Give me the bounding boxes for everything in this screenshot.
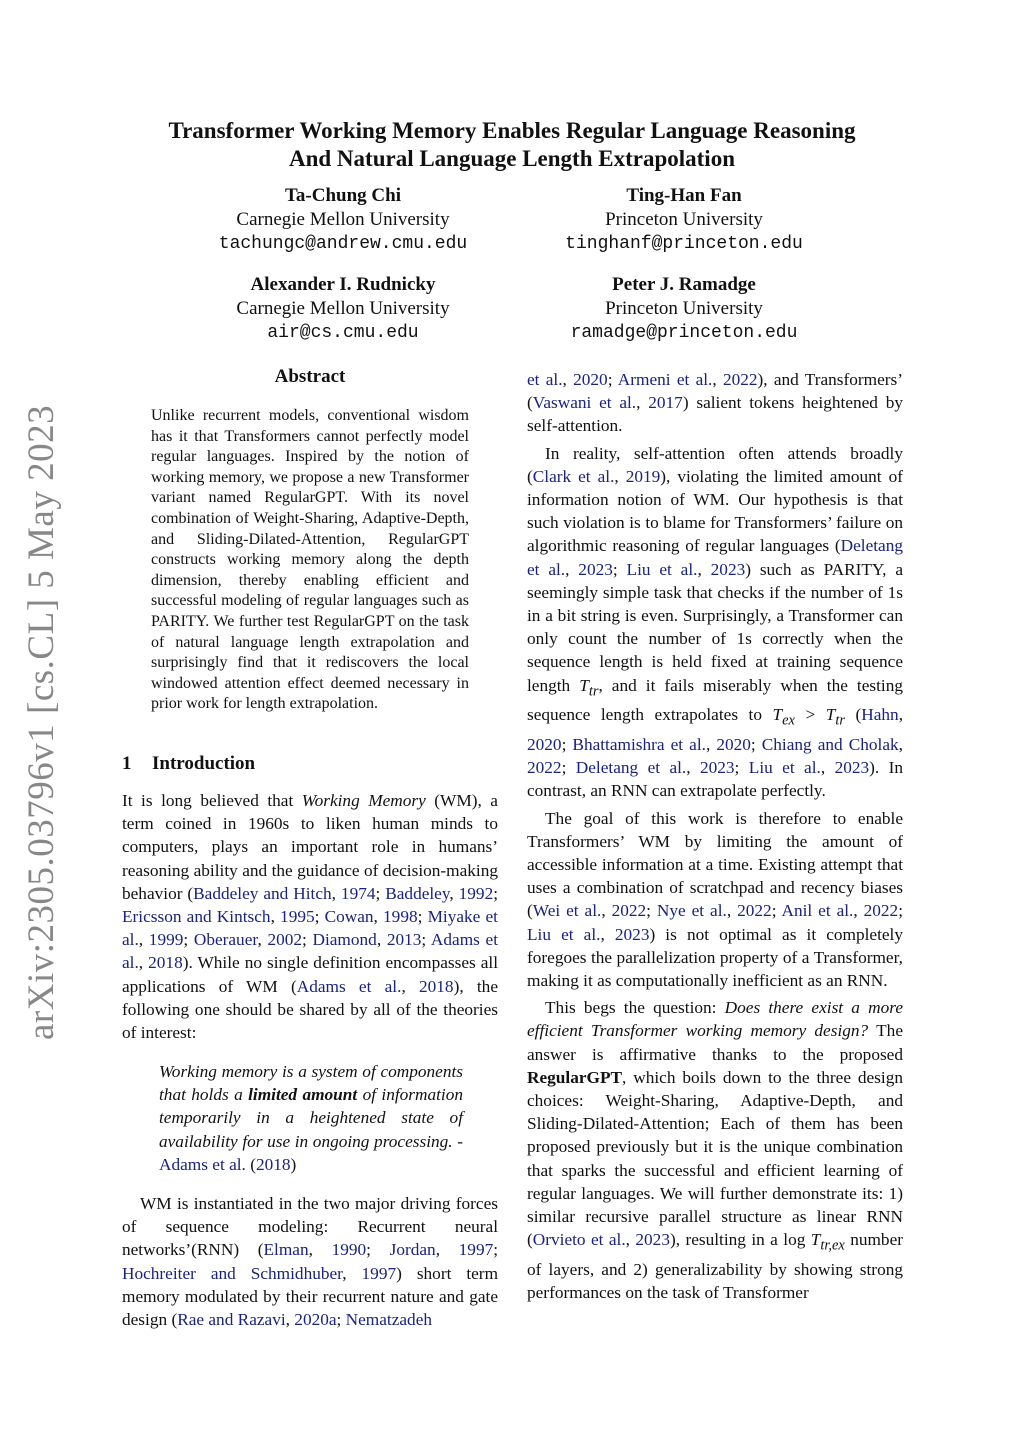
citation-link[interactable]: Elman — [263, 1240, 309, 1260]
paragraph — [122, 789, 498, 1044]
citation-link[interactable]: 1997 — [361, 1263, 397, 1283]
section-number: 1 — [122, 753, 132, 774]
bold-text: limited amount — [248, 1085, 358, 1105]
citation-link[interactable]: 2023 — [834, 758, 870, 778]
paragraph — [527, 996, 903, 1304]
citation-link[interactable]: 2020 — [716, 734, 751, 754]
text-run: ), resulting in a — [669, 1230, 784, 1250]
author-block-3 — [200, 273, 486, 345]
text-run: number of layers, and 2) generalizability by showing strong performances on the task of Transformer — [527, 1230, 903, 1303]
text-run: , — [308, 1240, 332, 1260]
citation-link[interactable]: Clark et al. — [532, 466, 615, 486]
text-run: , — [820, 758, 835, 778]
author-affiliation: Carnegie Mellon University — [236, 298, 450, 319]
citation-link[interactable]: Baddeley — [385, 883, 450, 903]
citation-link[interactable]: Anil et al. — [781, 901, 854, 921]
author-name: Alexander I. Rudnicky — [250, 274, 436, 295]
text-run: of information temporarily in a heightened state of availability for use in ongoing processing. — [159, 1085, 464, 1151]
text-run: , — [270, 907, 281, 927]
citation-link[interactable]: 1990 — [331, 1240, 367, 1260]
text-run: , — [565, 559, 579, 579]
text-run: , which boils down to the three design choices: Weight-Sharing, Adaptive-Depth, and Sliding-Dilated-Attention; Each of them has been proposed previously but it is the unique combination that sparks the successful and efficient learning of regular languages. We will further demonstrate its: 1) similar recursive parallel structure as linear RNN ( — [527, 1067, 903, 1250]
text-run: It is long believed that — [122, 791, 302, 810]
citation-link[interactable]: 1992 — [458, 883, 494, 903]
arxiv-identifier: arXiv:2305.03796v1 [cs.CL] 5 May 2023 — [21, 404, 62, 1040]
citation-link[interactable]: 1998 — [383, 907, 418, 927]
citation-link[interactable]: 2022 — [863, 901, 899, 921]
author-name: Ta-Chung Chi — [285, 185, 401, 206]
citation-link[interactable]: Deletang et al. — [575, 758, 687, 778]
text-run: , — [562, 370, 574, 389]
text-run: This begs the question: — [545, 998, 725, 1018]
citation-link[interactable]: Nye et al. — [656, 901, 727, 921]
citation-link[interactable]: 2022 — [737, 901, 772, 921]
text-run: ; — [607, 370, 618, 389]
text-run: , — [726, 901, 738, 921]
citation-link[interactable]: Liu et al. — [748, 758, 821, 778]
text-run: , — [138, 953, 149, 973]
math-symbol: T — [579, 675, 589, 695]
citation-link[interactable]: Baddeley and Hitch — [193, 883, 332, 903]
text-run: ; — [493, 1240, 499, 1260]
text-run: ; — [183, 930, 194, 950]
citation-link[interactable]: Adams et al. — [296, 976, 402, 996]
citation-link[interactable]: 2022 — [527, 758, 562, 778]
citation-link[interactable]: 2018 — [148, 953, 183, 973]
text-run: ) — [290, 1154, 297, 1174]
left-column-paragraph-1 — [122, 789, 498, 1044]
text-run: Working memory is a system of components that holds a — [159, 1062, 463, 1105]
text-run: , — [138, 930, 149, 950]
citation-link[interactable]: 2023 — [699, 758, 735, 778]
citation-link[interactable]: 2023 — [635, 1230, 670, 1250]
abstract-heading: Abstract — [274, 366, 346, 387]
text-run: ; — [336, 1310, 346, 1330]
text-run: ; — [375, 883, 386, 903]
citation-link[interactable]: 2023 — [614, 924, 650, 944]
math-symbol: T — [810, 1230, 821, 1250]
author-email: tinghanf@princeton.edu — [565, 234, 803, 254]
citation-link[interactable]: Liu et al. — [626, 559, 698, 579]
text-run: , — [898, 734, 903, 754]
math-operator: > — [794, 705, 826, 725]
author-block-4 — [540, 273, 828, 345]
author-affiliation: Carnegie Mellon University — [236, 209, 450, 230]
text-run: ). In contrast, an RNN can extrapolate perfectly. — [527, 758, 904, 801]
author-email: ramadge@princeton.edu — [570, 323, 798, 343]
text-run: , and it fails miserably when the testing sequence length extrapolates to — [527, 675, 904, 725]
text-run: ). While no single definition encompasses all applications of WM ( — [122, 953, 499, 996]
text-run: ; — [646, 901, 657, 921]
author-affiliation: Princeton University — [605, 298, 763, 319]
text-run: , — [705, 734, 717, 754]
author-email: air@cs.cmu.edu — [267, 323, 419, 343]
left-column-paragraph-2 — [122, 1192, 498, 1331]
text-run: , — [401, 976, 419, 996]
text-run: , — [636, 393, 649, 413]
text-run: , — [686, 758, 700, 778]
text-run: , — [342, 1263, 362, 1283]
emphasis-text: Does there exist a more efficient Transformer working memory design? — [527, 998, 903, 1041]
math-symbol: T — [772, 705, 783, 725]
text-run: ; — [898, 901, 903, 921]
text-run: , — [614, 466, 626, 486]
citation-link[interactable]: 2022 — [611, 901, 647, 921]
citation-link[interactable]: Diamond — [312, 930, 377, 950]
text-run: , — [600, 924, 615, 944]
text-run: ( — [245, 1154, 256, 1174]
citation-link[interactable]: 2020 — [573, 370, 608, 389]
paragraph — [527, 368, 903, 438]
citation-link[interactable]: et al. — [527, 370, 563, 389]
title-line-2: And Natural Language Length Extrapolation — [288, 146, 735, 171]
citation-link[interactable]: Vaswani et al. — [532, 393, 637, 413]
text-run: ; — [417, 907, 428, 927]
text-run: - — [452, 1131, 463, 1151]
citation-link[interactable]: Armeni et al. — [617, 370, 713, 389]
text-run: , — [625, 1230, 636, 1250]
text-run: The answer is affirmative thanks to the proposed — [527, 1021, 903, 1064]
citation-link[interactable]: Miyake et al. — [122, 907, 498, 950]
author-name: Peter J. Ramadge — [612, 274, 756, 295]
text-run: ), and Transformers’ ( — [527, 370, 904, 413]
text-run: (WM), a term coined in 1960s to liken human minds to computers, plays an important role in humans’ reasoning ability and the guidance of decision-making behavior ( — [122, 791, 498, 903]
text-run: , — [285, 1310, 295, 1330]
citation-link[interactable]: 2013 — [386, 930, 422, 950]
text-run: , — [853, 901, 864, 921]
text-run: , — [257, 930, 268, 950]
citation-link[interactable]: 1974 — [340, 883, 376, 903]
text-run: , — [449, 883, 459, 903]
bold-text: RegularGPT — [527, 1067, 623, 1087]
citation-link[interactable]: Wei et al. — [532, 901, 602, 921]
math-symbol: T — [825, 705, 836, 725]
citation-link[interactable]: Bhattamishra et al. — [572, 734, 706, 754]
text-run: ( — [844, 705, 862, 725]
text-run: ) is not optimal as it completely foregoes the parallelization property of a Transformer, making it as computationally inefficient as an RNN. — [527, 924, 903, 990]
text-run: , — [373, 907, 384, 927]
citation-link[interactable]: 2022 — [722, 370, 758, 389]
citation-link[interactable]: Liu et al. — [527, 924, 601, 944]
author-affiliation: Princeton University — [605, 209, 763, 230]
citation-link[interactable]: 1995 — [280, 907, 315, 927]
citation-link[interactable]: 2019 — [625, 466, 661, 486]
citation-link[interactable]: Orvieto et al. — [532, 1230, 626, 1250]
citation-link[interactable]: Hahn — [861, 705, 899, 725]
text-run: , — [435, 1240, 459, 1260]
math-subscript: tr,ex — [820, 1237, 845, 1254]
text-run: , — [376, 930, 387, 950]
text-run: In reality, self-attention often attends broadly ( — [527, 443, 903, 486]
text-run: ; — [493, 883, 499, 903]
citation-link[interactable]: 2023 — [578, 559, 613, 579]
citation-link[interactable]: Hochreiter and Schmidhuber — [122, 1263, 343, 1283]
text-run: ; — [561, 758, 576, 778]
text-run: ; — [612, 559, 627, 579]
section-heading — [122, 753, 255, 775]
citation-link[interactable]: Rae and Razavi — [177, 1310, 286, 1330]
citation-link[interactable]: Adams et al. — [122, 930, 499, 973]
citation-link[interactable]: 2020a — [294, 1310, 337, 1330]
text-run: The goal of this work is therefore to enable Transformers’ WM by limiting the amount of accessible information at a time. Existing attempt that uses a combination of scratchpad and recency biases ( — [527, 808, 903, 921]
text-run: , — [697, 559, 711, 579]
text-run: ; — [750, 734, 762, 754]
text-run: ; — [421, 930, 431, 950]
citation-link[interactable]: Cowan — [324, 907, 374, 927]
definition-quote — [159, 1060, 463, 1176]
text-run: ) such as PARITY, a seemingly simple task that checks if the number of 1s in a bit string is even. Surprisingly, a Transformer can only count the number of 1s correctly when the sequence length is held fixed at training sequence length — [527, 559, 904, 695]
math-subscript: tr — [835, 712, 845, 729]
citation-link[interactable]: Chiang and Cholak — [761, 734, 899, 754]
math-subscript: ex — [782, 712, 795, 729]
paper-title — [100, 117, 924, 173]
section-title: Introduction — [152, 753, 256, 774]
abstract-text: Unlike recurrent models, conventional wisdom has it that Transformers cannot perfectly model regular languages. Inspired by the notion of working memory, we propose a new Transformer variant named RegularGPT. With its novel combination of Weight-Sharing, Adaptive-Depth, and Sliding-Dilated-Attention, RegularGPT constructs working memory along the depth dimension, thereby enabling efficient and successful modeling of regular languages such as PARITY. We further test RegularGPT on the task of natural language length extrapolation and surprisingly find that it rediscovers the local windowed attention effect deemed necessary in prior work for length extrapolation. — [151, 407, 469, 713]
text-run: , — [898, 705, 904, 725]
text-run: ) salient tokens heightened by self-attention. — [527, 393, 903, 436]
text-run: ) short term memory modulated by their recurrent nature and gate design ( — [122, 1263, 499, 1330]
math-subscript: tr — [588, 683, 599, 700]
paragraph — [527, 807, 903, 993]
citation-link[interactable]: 2018 — [255, 1154, 291, 1174]
text-run: ), violating the limited amount of information notion of WM. Our hypothesis is that such violation is to blame for Transformers’ failure on algorithmic reasoning of regular languages ( — [527, 466, 903, 556]
citation-link[interactable]: 2018 — [419, 976, 454, 996]
citation-link[interactable]: Deletang et al. — [527, 536, 903, 579]
text-run: , — [601, 901, 612, 921]
author-block-2 — [540, 184, 828, 256]
author-name: Ting-Han Fan — [626, 185, 742, 206]
text-run: ; — [314, 907, 325, 927]
math-operator: log — [783, 1230, 811, 1250]
text-run: ), the following one should be shared by all of the theories of interest: — [122, 976, 498, 1043]
paragraph — [122, 1192, 498, 1331]
citation-link[interactable]: Adams et al. — [159, 1154, 246, 1174]
citation-link[interactable]: 1997 — [458, 1240, 494, 1260]
text-run: ; — [734, 758, 749, 778]
citation-link[interactable]: 2017 — [648, 393, 683, 413]
citation-link[interactable]: Nematzadeh — [345, 1310, 433, 1330]
text-run: ; — [561, 734, 573, 754]
right-column-body — [527, 368, 903, 1304]
citation-link[interactable]: 2020 — [527, 734, 562, 754]
author-email: tachungc@andrew.cmu.edu — [218, 234, 468, 254]
text-run: , — [331, 883, 341, 903]
text-run: WM is instantiated in the two major driving forces of sequence modeling: Recurrent neural networks’(RNN) ( — [122, 1194, 498, 1260]
citation-link[interactable]: Ericsson and Kintsch — [122, 907, 271, 927]
text-run: , — [712, 370, 723, 389]
emphasis-text: Working Memory — [301, 791, 426, 810]
citation-link[interactable]: Jordan — [389, 1240, 436, 1260]
text-run: ; — [771, 901, 782, 921]
citation-link[interactable]: Oberauer — [193, 930, 258, 950]
citation-link[interactable]: 1999 — [148, 930, 184, 950]
title-line-1: Transformer Working Memory Enables Regular Language Reasoning — [168, 118, 856, 143]
citation-link[interactable]: 2023 — [710, 559, 746, 579]
author-block-1 — [200, 184, 486, 256]
citation-link[interactable]: 2002 — [267, 930, 302, 950]
paragraph — [527, 442, 903, 803]
text-run: ; — [302, 930, 313, 950]
text-run: ; — [366, 1240, 390, 1260]
